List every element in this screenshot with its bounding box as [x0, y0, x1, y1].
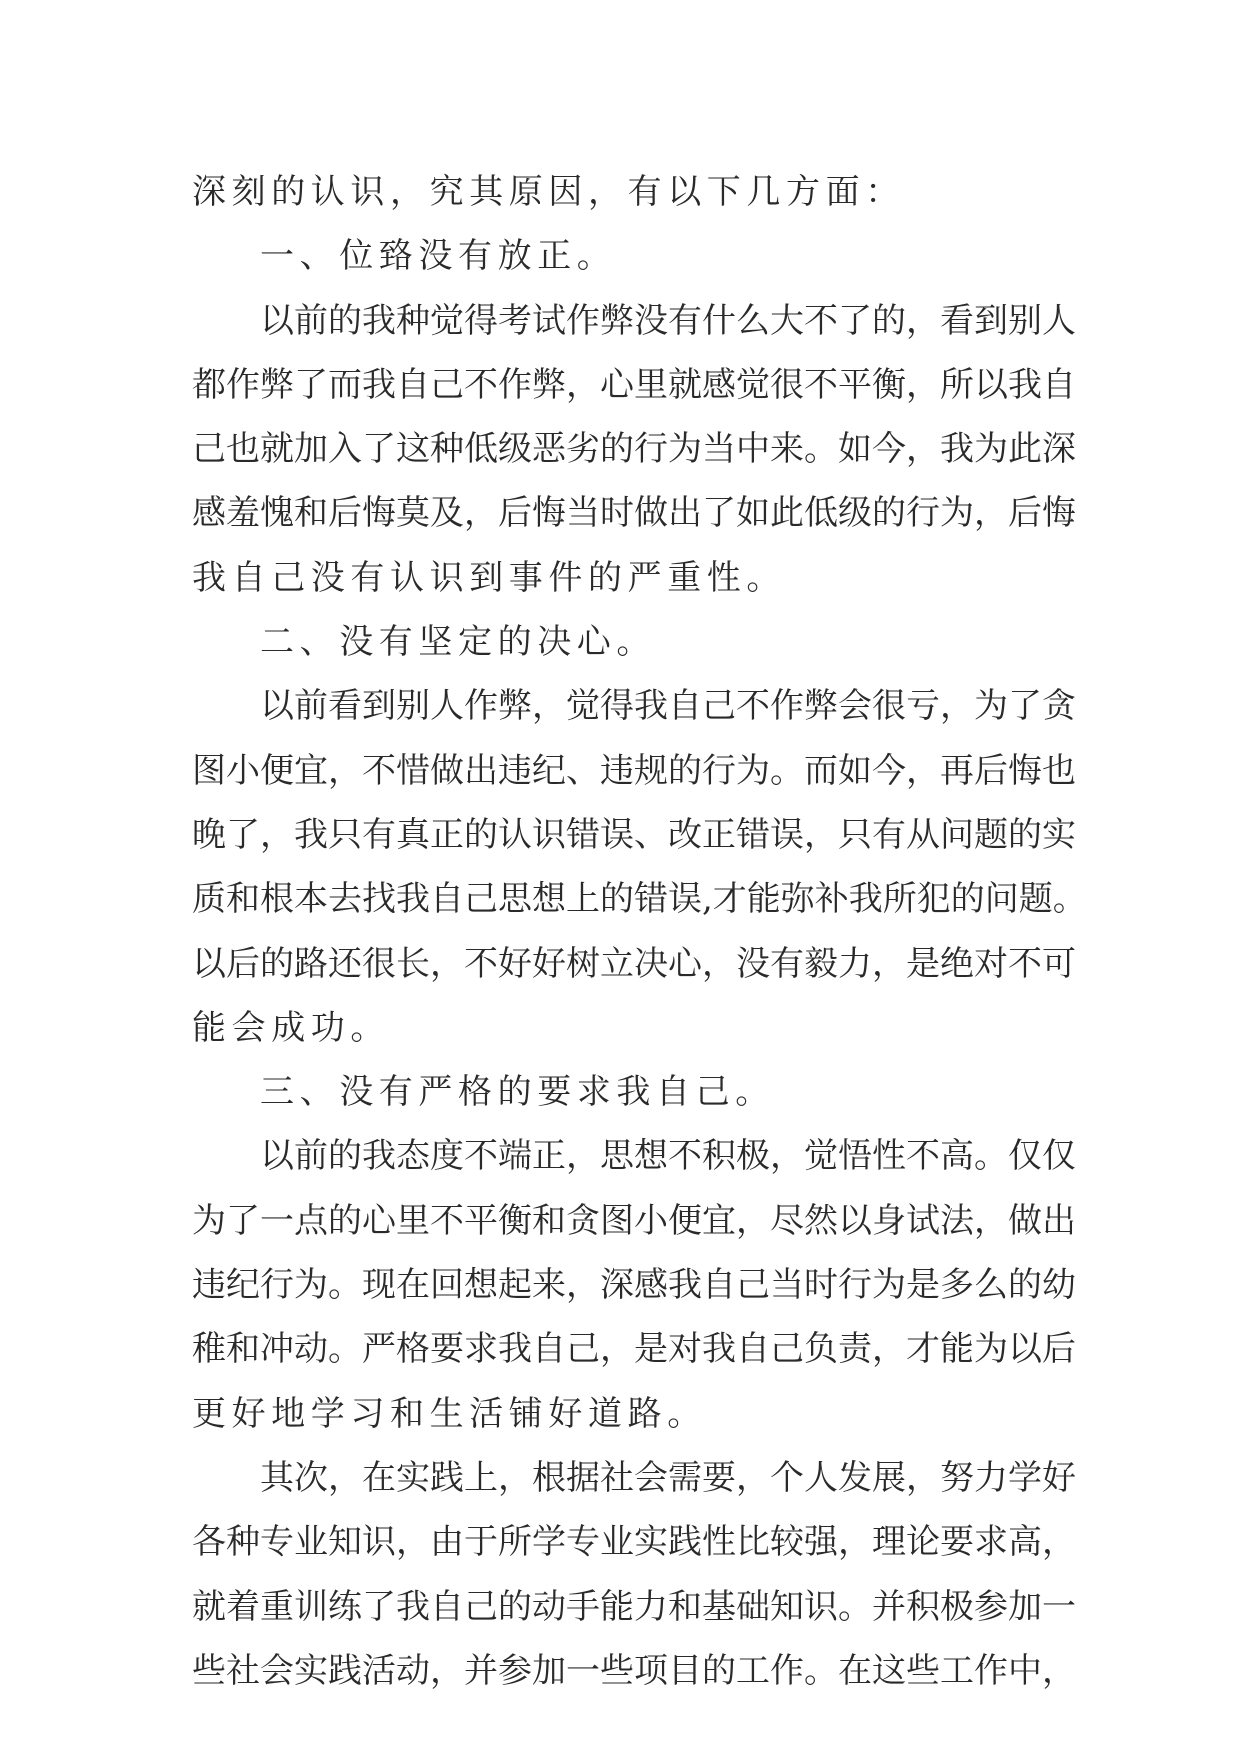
- text-line: 以后的路还很长，不好好树立决心，没有毅力，是绝对不可: [192, 943, 1076, 984]
- section-heading-3: 三、没有严格的要求我自己。: [260, 1072, 775, 1113]
- text-line: 质和根本去找我自己思想上的错误,才能弥补我所犯的问题。: [192, 879, 1087, 920]
- body-text: [192, 160, 1087, 1703]
- text-line: 感羞愧和后悔莫及，后悔当时做出了如此低级的行为，后悔: [192, 493, 1076, 534]
- text-line: 能会成功。: [192, 1007, 390, 1048]
- text-line: 稚和冲动。严格要求我自己，是对我自己负责，才能为以后: [192, 1329, 1076, 1370]
- text-line: 晚了，我只有真正的认识错误、改正错误，只有从问题的实: [192, 814, 1076, 855]
- section-heading-1: 一、位臵没有放正。: [260, 236, 617, 277]
- text-line: 各种专业知识，由于所学专业实践性比较强，理论要求高，: [192, 1522, 1076, 1563]
- text-line: 我自己没有认识到事件的严重性。: [192, 557, 786, 598]
- text-line: 图小便宜，不惜做出违纪、违规的行为。而如今，再后悔也: [192, 750, 1076, 791]
- text-line: 些社会实践活动，并参加一些项目的工作。在这些工作中，: [192, 1650, 1076, 1691]
- text-line: 更好地学习和生活铺好道路。: [192, 1393, 707, 1434]
- text-line: 以前的我种觉得考试作弊没有什么大不了的，看到别人: [260, 300, 1076, 341]
- section-heading-2: 二、没有坚定的决心。: [260, 622, 656, 663]
- text-line: 违纪行为。现在回想起来，深感我自己当时行为是多么的幼: [192, 1265, 1076, 1306]
- text-line: 为了一点的心里不平衡和贪图小便宜，尽然以身试法，做出: [192, 1200, 1076, 1241]
- text-line: 都作弊了而我自己不作弊，心里就感觉很不平衡，所以我自: [192, 364, 1076, 405]
- text-line: 以前的我态度不端正，思想不积极，觉悟性不高。仅仅: [260, 1136, 1076, 1177]
- text-line: 以前看到别人作弊，觉得我自己不作弊会很亏，为了贪: [260, 686, 1076, 727]
- text-line: 就着重训练了我自己的动手能力和基础知识。并积极参加一: [192, 1586, 1076, 1627]
- text-line: 深刻的认识，究其原因，有以下几方面：: [192, 172, 905, 212]
- text-line: 其次，在实践上，根据社会需要，个人发展，努力学好: [260, 1457, 1076, 1498]
- text-line: 己也就加入了这种低级恶劣的行为当中来。如今，我为此深: [192, 429, 1076, 470]
